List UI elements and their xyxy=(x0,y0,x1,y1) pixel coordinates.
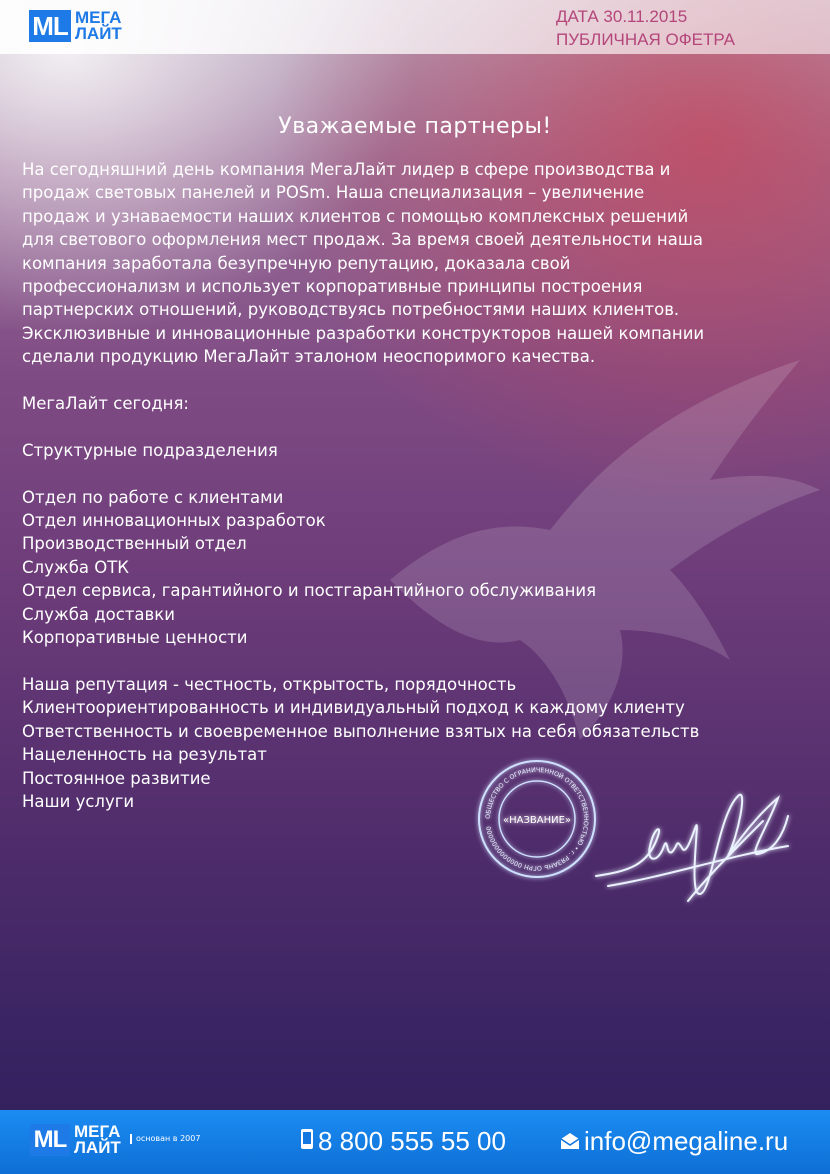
division-item: Служба доставки xyxy=(22,604,175,624)
division-item: Служба ОТК xyxy=(22,557,130,577)
document-date: ДАТА 30.11.2015 xyxy=(556,7,688,26)
division-item: Корпоративные ценности xyxy=(22,628,248,648)
logo-mark: ML xyxy=(29,10,71,42)
intro-line: продаж световых панелей и POSm. Наша специализация – увеличение xyxy=(22,183,645,203)
stamp-ring-text: ОБЩЕСТВО С ОГРАНИЧЕННОЙ ОТВЕТСТВЕННОСТЬЮ • г. РЯЗАНЬ ОГРН 0000000000000 xyxy=(484,766,590,872)
logo-line-2: ЛАЙТ xyxy=(74,1138,121,1158)
founded-note: основан в 2007 xyxy=(130,1134,200,1144)
phone-number: 8 800 555 55 00 xyxy=(318,1126,506,1156)
intro-line: продаж и узнаваемости наших клиентов с помощью комплексных решений xyxy=(22,206,689,226)
value-item: Ответственность и своевременное выполнение взятых на себя обязательств xyxy=(22,721,700,741)
document-type: ПУБЛИЧНАЯ ОФЕТРА xyxy=(556,30,735,49)
division-item: Отдел инновационных разработок xyxy=(22,511,326,531)
signature-icon xyxy=(588,776,798,916)
footer-logo xyxy=(30,1124,121,1156)
value-item: Клиентоориентированность и индивидуальный подход к каждому клиенту xyxy=(22,698,685,718)
document-meta xyxy=(556,5,735,51)
value-item: Постоянное развитие xyxy=(22,768,211,788)
logo-line-2: ЛАЙТ xyxy=(75,24,122,44)
intro-line: для светового оформления мест продаж. За время своей деятельности наша xyxy=(22,230,704,250)
intro-line: компания заработала безупречную репутацию, доказала свой xyxy=(22,253,571,273)
today-heading: МегаЛайт сегодня: xyxy=(22,394,189,414)
logo-wordmark xyxy=(75,10,122,42)
page-footer xyxy=(0,1110,830,1174)
stamp-center-text: «НАЗВАНИЕ» xyxy=(502,815,572,826)
value-item: Нацеленность на результат xyxy=(22,745,267,765)
letter-title: Уважаемые партнеры! xyxy=(278,114,552,139)
mail-icon xyxy=(560,1126,580,1157)
divisions-heading: Структурные подразделения xyxy=(22,440,278,460)
contact-phone[interactable] xyxy=(300,1126,506,1157)
contact-email[interactable] xyxy=(560,1126,788,1157)
division-item: Отдел сервиса, гарантийного и постгарантийного обслуживания xyxy=(22,581,597,601)
intro-line: На сегодняшний день компания МегаЛайт лидер в сфере производства и xyxy=(22,160,671,179)
phone-icon xyxy=(300,1126,314,1157)
intro-line: сделали продукцию МегаЛайт эталоном неоспоримого качества. xyxy=(22,347,596,367)
header-logo xyxy=(29,10,122,42)
logo-wordmark xyxy=(74,1124,121,1156)
division-item: Отдел по работе с клиентами xyxy=(22,487,284,507)
company-stamp xyxy=(472,754,602,884)
value-item: Наши услуги xyxy=(22,791,135,811)
page-header xyxy=(0,0,830,54)
logo-line-1: МЕГА xyxy=(75,8,122,27)
division-item: Производственный отдел xyxy=(22,534,247,554)
intro-line: профессионализм и использует корпоративные принципы построения xyxy=(22,277,643,297)
logo-line-1: МЕГА xyxy=(74,1122,121,1141)
email-address: info@megaline.ru xyxy=(584,1126,789,1156)
intro-line: партнерских отношений, руководствуясь потребностями наших клиентов. xyxy=(22,300,680,320)
letter-body xyxy=(22,158,812,813)
logo-mark: ML xyxy=(30,1124,70,1156)
intro-line: Эксклюзивные и инновационные разработки конструкторов нашей компании xyxy=(22,323,705,343)
value-item: Наша репутация - честность, открытость, порядочность xyxy=(22,674,517,694)
